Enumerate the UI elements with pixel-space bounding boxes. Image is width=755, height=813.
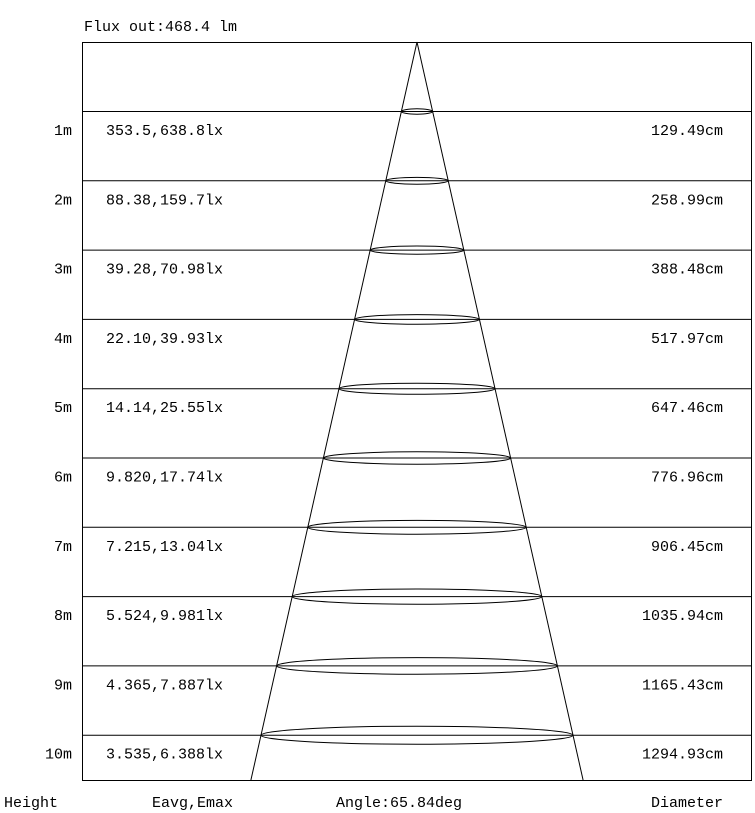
height-label: 8m bbox=[53, 608, 72, 626]
height-label: 4m bbox=[53, 330, 72, 348]
diameter-label: 1165.43cm bbox=[641, 677, 723, 695]
height-label: 10m bbox=[44, 746, 72, 764]
height-label: 3m bbox=[53, 261, 72, 279]
diameter-label: 517.97cm bbox=[650, 330, 723, 348]
row-group bbox=[45, 112, 752, 764]
cone-left-edge bbox=[251, 42, 417, 780]
illuminance-label: 7.215,13.04lx bbox=[106, 538, 224, 556]
height-label: 5m bbox=[53, 400, 72, 418]
footer-angle-label: Angle:65.84deg bbox=[336, 795, 463, 812]
illuminance-label: 88.38,159.7lx bbox=[106, 192, 224, 210]
diameter-label: 258.99cm bbox=[650, 192, 723, 210]
height-label: 2m bbox=[53, 192, 72, 210]
diameter-label: 647.46cm bbox=[650, 400, 723, 418]
footer-diameter-label: Diameter bbox=[650, 795, 723, 812]
cone-right-edge bbox=[417, 42, 583, 780]
flux-label: Flux out:468.4 lm bbox=[84, 19, 238, 36]
illuminance-label: 5.524,9.981lx bbox=[106, 608, 224, 626]
illuminance-label: 353.5,638.8lx bbox=[106, 123, 224, 140]
illuminance-label: 9.820,17.74lx bbox=[106, 469, 224, 487]
illuminance-label: 39.28,70.98lx bbox=[106, 261, 224, 279]
beam-cone bbox=[251, 42, 583, 780]
illuminance-label: 14.14,25.55lx bbox=[106, 400, 224, 418]
diameter-label: 906.45cm bbox=[650, 538, 723, 556]
diameter-label: 388.48cm bbox=[650, 261, 723, 279]
illuminance-label: 22.10,39.93lx bbox=[106, 330, 224, 348]
height-label: 6m bbox=[53, 469, 72, 487]
diameter-label: 1294.93cm bbox=[641, 746, 723, 764]
footer-illuminance-label: Eavg,Emax bbox=[152, 795, 234, 812]
height-label: 1m bbox=[53, 123, 72, 140]
illuminance-label: 3.535,6.388lx bbox=[106, 746, 224, 764]
height-label: 7m bbox=[53, 538, 72, 556]
diameter-label: 129.49cm bbox=[650, 123, 723, 140]
illuminance-label: 4.365,7.887lx bbox=[106, 677, 224, 695]
footer-height-label: Height bbox=[4, 795, 59, 812]
height-label: 9m bbox=[53, 677, 72, 695]
diameter-label: 776.96cm bbox=[650, 469, 723, 487]
diameter-label: 1035.94cm bbox=[641, 608, 723, 626]
